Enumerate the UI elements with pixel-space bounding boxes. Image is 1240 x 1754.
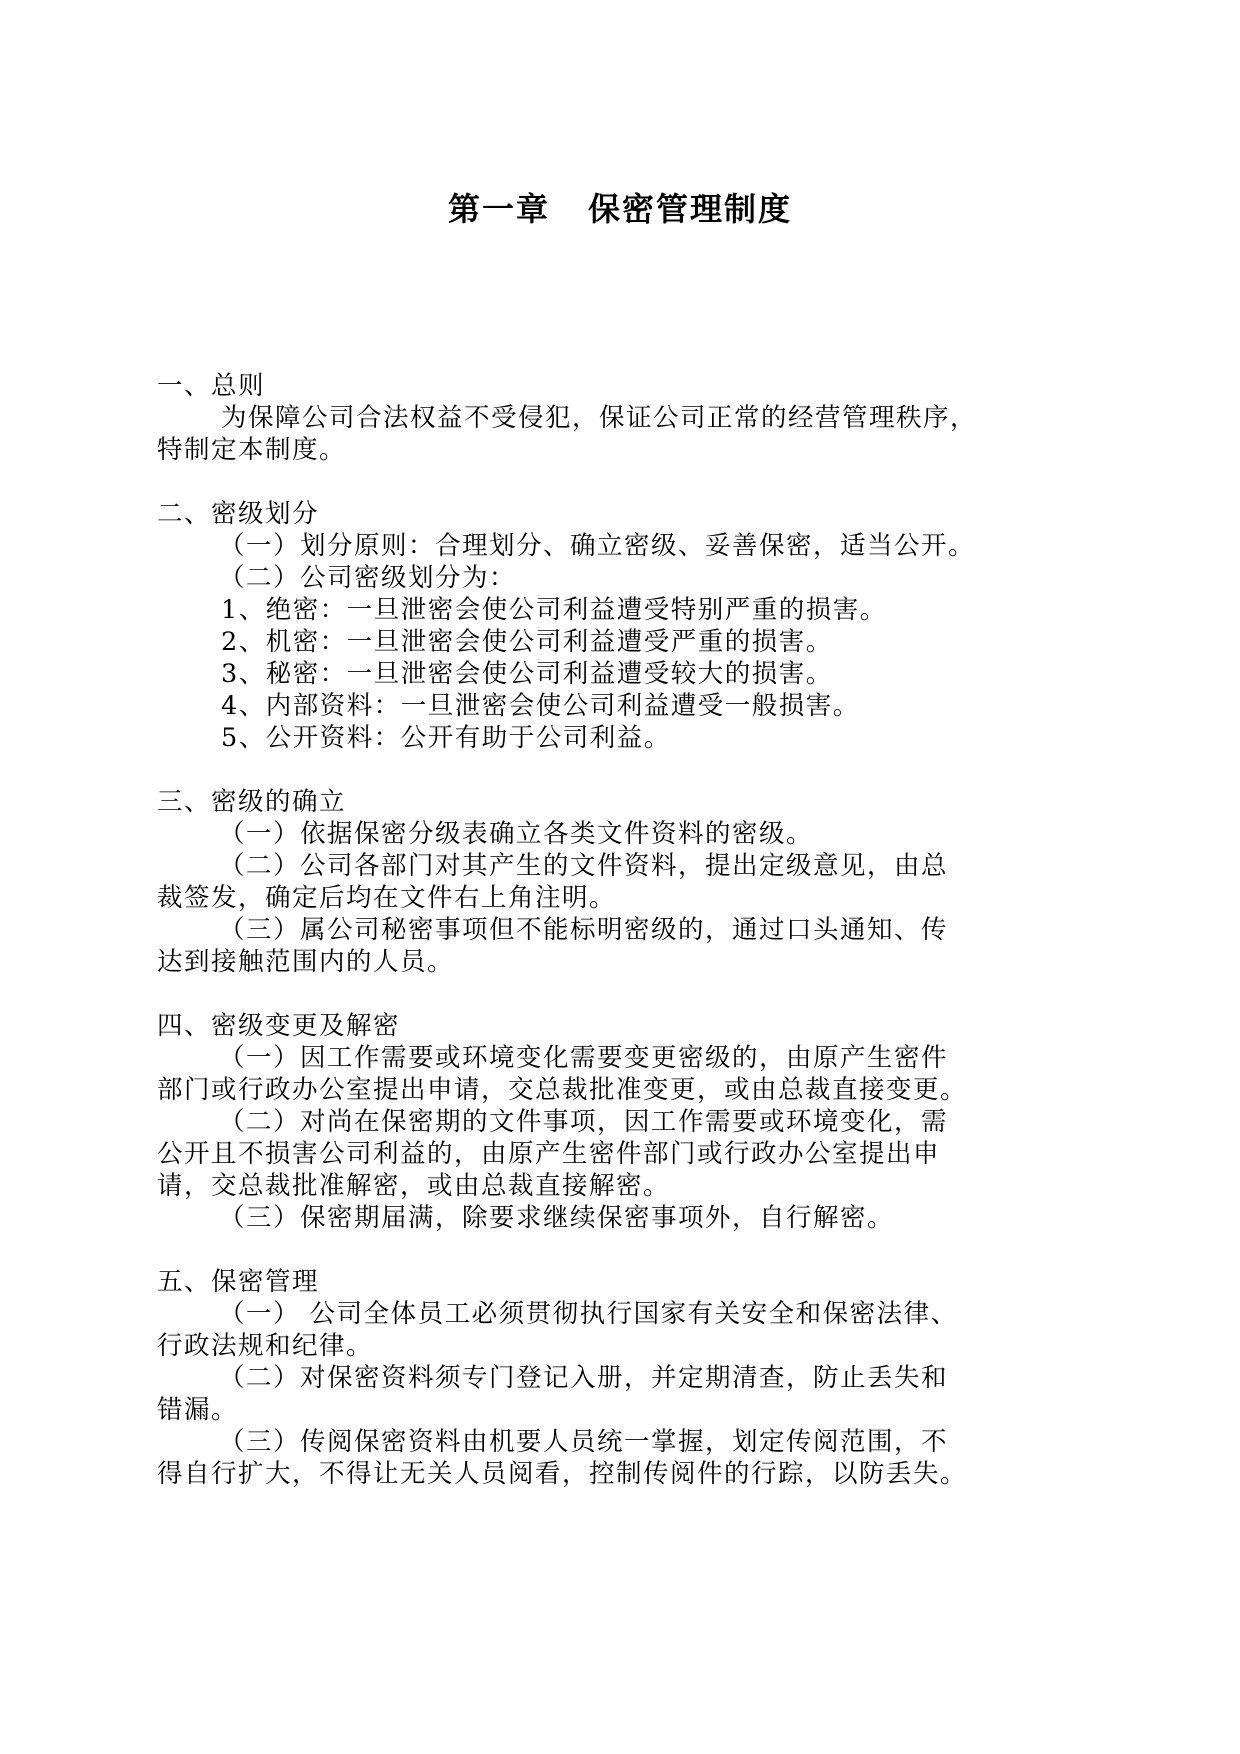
paragraph-line: （一）划分原则：合理划分、确立密级、妥善保密，适当公开。 <box>219 531 976 561</box>
list-item: 3、秘密：一旦泄密会使公司利益遭受较大的损害。 <box>221 659 833 689</box>
paragraph-line: （二）公司密级划分为： <box>219 563 517 593</box>
paragraph-line: 裁签发，确定后均在文件右上角注明。 <box>157 883 617 913</box>
paragraph-line: （三）保密期届满，除要求继续保密事项外，自行解密。 <box>219 1203 895 1233</box>
list-item: 5、公开资料：公开有助于公司利益。 <box>221 723 671 753</box>
paragraph-line: 公开且不损害公司利益的，由原产生密件部门或行政办公室提出申 <box>157 1139 941 1169</box>
chapter-title: 保密管理制度 <box>588 190 793 228</box>
section-heading: 一、总则 <box>157 371 266 401</box>
list-item: 1、绝密：一旦泄密会使公司利益遭受特别严重的损害。 <box>221 595 887 625</box>
paragraph-line: （二）公司各部门对其产生的文件资料，提出定级意见，由总 <box>219 851 949 881</box>
paragraph-line: 达到接触范围内的人员。 <box>157 947 455 977</box>
paragraph-line: 行政法规和纪律。 <box>157 1331 374 1361</box>
document-body <box>157 370 1077 1490</box>
section-heading: 五、保密管理 <box>157 1267 320 1297</box>
paragraph-line: （三）属公司秘密事项但不能标明密级的，通过口头通知、传 <box>219 915 949 945</box>
paragraph-line: 特制定本制度。 <box>157 435 347 465</box>
paragraph-line: 部门或行政办公室提出申请，交总裁批准变更，或由总裁直接变更。 <box>157 1075 968 1105</box>
paragraph-line: （二）对保密资料须专门登记入册，并定期清查，防止丢失和 <box>219 1363 949 1393</box>
chapter-number: 第一章 <box>447 190 550 228</box>
list-item: 2、机密：一旦泄密会使公司利益遭受严重的损害。 <box>221 627 833 657</box>
paragraph-line: （一）因工作需要或环境变化需要变更密级的，由原产生密件 <box>219 1043 949 1073</box>
page-title <box>0 187 1240 231</box>
section-heading: 四、密级变更及解密 <box>157 1011 401 1041</box>
paragraph-line: （二）对尚在保密期的文件事项，因工作需要或环境变化，需 <box>219 1107 949 1137</box>
list-item: 4、内部资料：一旦泄密会使公司利益遭受一般损害。 <box>221 691 860 721</box>
paragraph-line: 得自行扩大，不得让无关人员阅看，控制传阅件的行踪，以防丢失。 <box>157 1459 968 1489</box>
paragraph-line: （三）传阅保密资料由机要人员统一掌握，划定传阅范围，不 <box>219 1427 949 1457</box>
paragraph-line: （一） 公司全体员工必须贯彻执行国家有关安全和保密法律、 <box>219 1299 958 1329</box>
paragraph-line: 请，交总裁批准解密，或由总裁直接解密。 <box>157 1171 671 1201</box>
paragraph-line: （一）依据保密分级表确立各类文件资料的密级。 <box>219 819 814 849</box>
paragraph-line: 错漏。 <box>157 1395 239 1425</box>
section-heading: 三、密级的确立 <box>157 787 347 817</box>
section-heading: 二、密级划分 <box>157 499 320 529</box>
paragraph-line: 为保障公司合法权益不受侵犯，保证公司正常的经营管理秩序， <box>221 403 978 433</box>
